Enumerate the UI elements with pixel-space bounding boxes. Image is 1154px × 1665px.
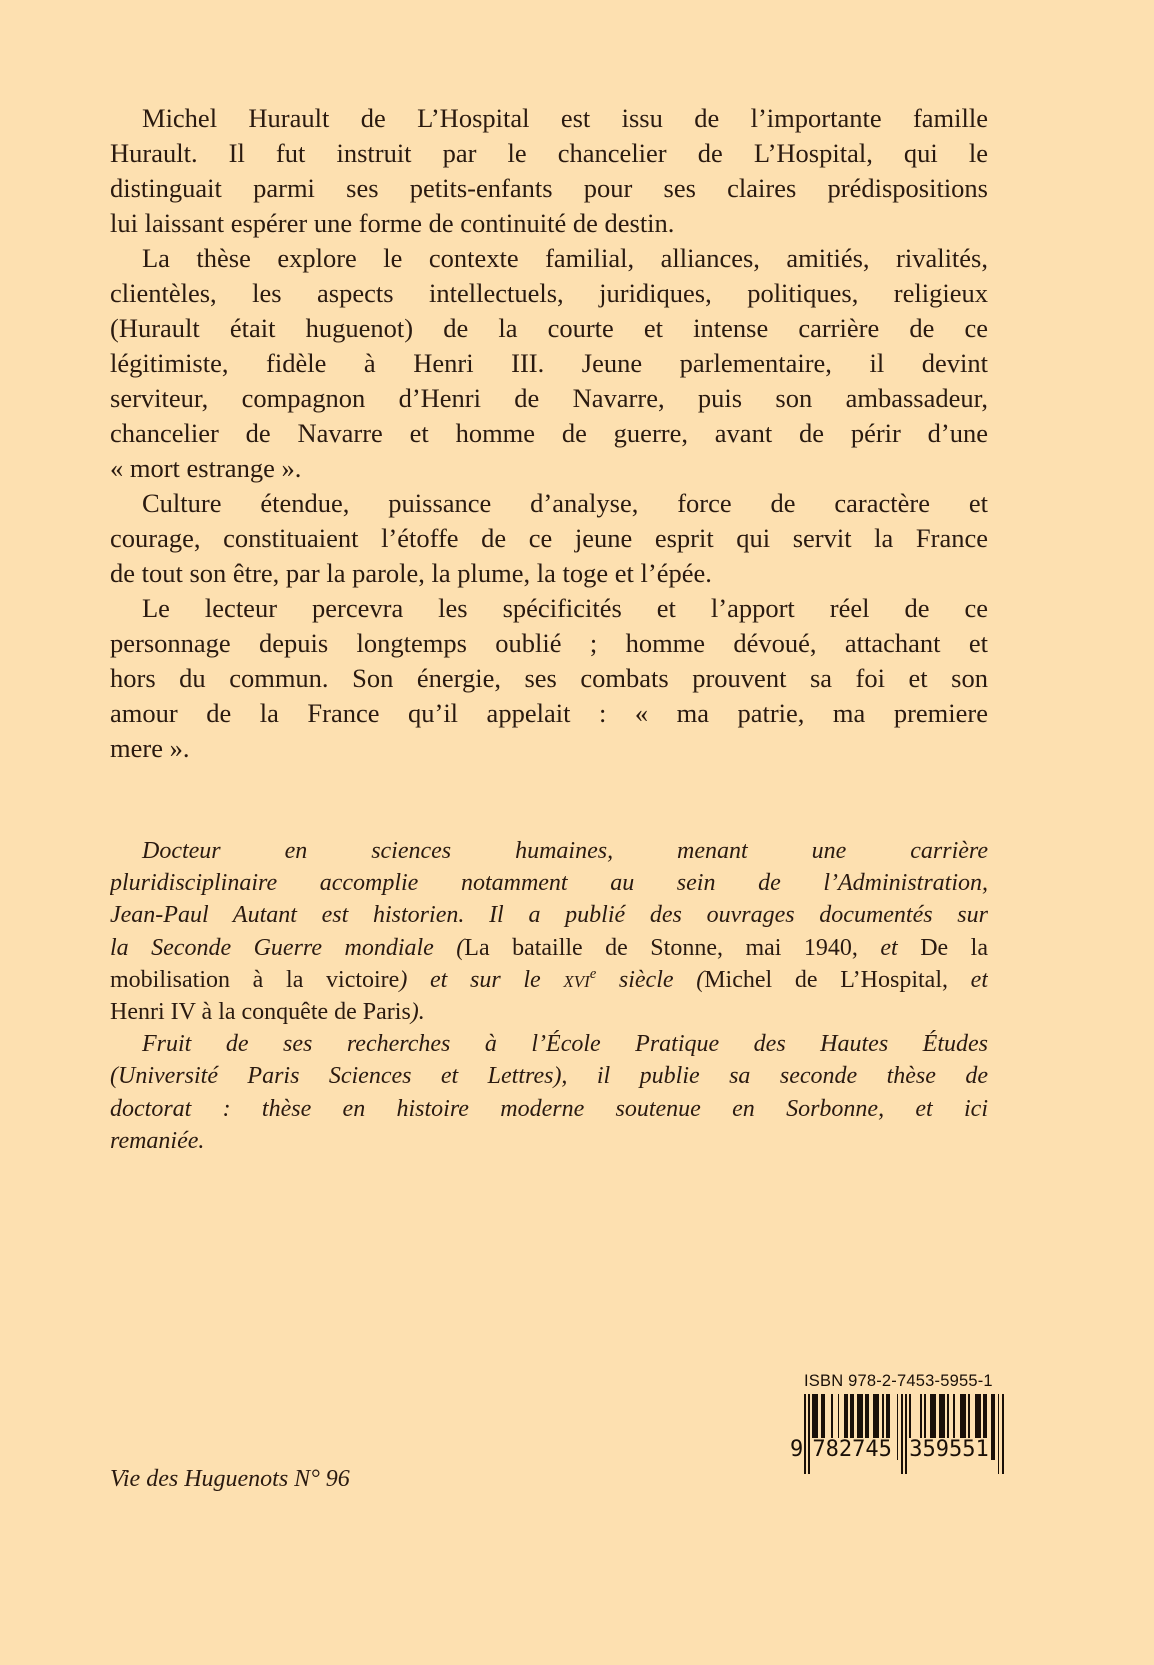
summary-line: (Hurault était huguenot) de la courte et intense carrière de ce xyxy=(110,313,988,343)
summary-line: Michel Hurault de L’Hospital est issu de l’importante famille xyxy=(142,103,988,133)
barcode-bar xyxy=(991,1394,995,1460)
book-title: La bataille de Stonne, mai 1940, xyxy=(464,934,858,961)
book-title: Michel de L’Hospital, xyxy=(704,966,948,993)
bio-line: pluridisciplinaire accomplie notamment au sein de l’Administration, xyxy=(110,870,988,897)
barcode-bar xyxy=(901,1394,903,1474)
summary-line: de tout son être, par la parole, la plume, la toge et l’épée. xyxy=(110,558,712,588)
bio-line: Jean-Paul Autant est historien. Il a publié des ouvrages documentés sur xyxy=(110,902,988,929)
century-numeral: xvi xyxy=(563,966,590,993)
bio-text: et xyxy=(947,966,988,993)
isbn-barcode xyxy=(790,1372,1010,1477)
summary-line: amour de la France qu’il appelait : « ma patrie, ma premiere xyxy=(110,698,988,728)
bio-line: Docteur en sciences humaines, menant une carrière xyxy=(142,838,988,864)
barcode-bar xyxy=(897,1394,899,1460)
summary-line: Hurault. Il fut instruit par le chancelier de L’Hospital, qui le xyxy=(110,138,988,168)
summary-line: personnage depuis longtemps oublié ; homme dévoué, attachant et xyxy=(110,628,988,658)
barcode-bar xyxy=(804,1394,806,1474)
barcode-digits-left: 782745 xyxy=(812,1437,892,1462)
barcode-bar xyxy=(1002,1394,1004,1474)
bio-line: (Université Paris Sciences et Lettres), il publie sa seconde thèse de xyxy=(110,1063,988,1090)
bio-line: doctorat : thèse en histoire moderne soutenue en Sorbonne, et ici xyxy=(110,1095,988,1122)
summary-line: légitimiste, fidèle à Henri III. Jeune parlementaire, il devint xyxy=(110,348,988,378)
book-title: Henri IV à la conquête de Paris xyxy=(110,998,411,1025)
author-biography xyxy=(110,835,988,1157)
summary-line: mere ». xyxy=(110,733,190,763)
isbn-label: ISBN 978-2-7453-5955-1 xyxy=(804,1372,993,1390)
barcode-bar xyxy=(808,1394,810,1474)
bio-line xyxy=(110,964,988,996)
bio-text: ) et sur le xyxy=(399,966,564,993)
century-superscript: e xyxy=(589,965,597,982)
bio-line xyxy=(110,932,988,964)
summary-line: « mort estrange ». xyxy=(110,453,302,483)
bio-text: et xyxy=(857,934,921,961)
summary-line: Culture étendue, puissance d’analyse, force de caractère et xyxy=(142,488,988,518)
bio-line: remaniée. xyxy=(110,1127,205,1154)
summary-line: courage, constituaient l’étoffe de ce jeune esprit qui servit la France xyxy=(110,523,988,553)
barcode-bar xyxy=(998,1394,1000,1474)
summary-line: La thèse explore le contexte familial, alliances, amitiés, rivalités, xyxy=(142,243,988,273)
barcode-bar xyxy=(905,1394,907,1474)
summary-line: chancelier de Navarre et homme de guerre, avant de périr d’une xyxy=(110,418,988,448)
summary-line: serviteur, compagnon d’Henri de Navarre, puis son ambassadeur, xyxy=(110,383,988,413)
bio-text: siècle ( xyxy=(596,966,705,993)
bio-text: ). xyxy=(410,998,425,1025)
book-title: De la xyxy=(920,934,988,961)
bio-line: Fruit de ses recherches à l’École Pratique des Hautes Études xyxy=(142,1031,988,1058)
summary-line: distinguait parmi ses petits-enfants pour ses claires prédispositions xyxy=(110,173,988,203)
barcode-bars xyxy=(804,1394,1004,1474)
summary-text xyxy=(110,101,988,766)
summary-line: clientèles, les aspects intellectuels, juridiques, politiques, religieux xyxy=(110,278,988,308)
barcode-digits-right: 359551 xyxy=(909,1437,989,1462)
bio-line xyxy=(110,996,988,1028)
barcode-digit-first: 9 xyxy=(790,1437,804,1462)
bio-text: la Seconde Guerre mondiale ( xyxy=(110,934,465,961)
book-title: mobilisation à la victoire xyxy=(110,966,400,993)
series-label: Vie des Huguenots N° 96 xyxy=(110,1466,350,1492)
summary-line: Le lecteur percevra les spécificités et l’apport réel de ce xyxy=(142,593,988,623)
summary-line: hors du commun. Son énergie, ses combats prouvent sa foi et son xyxy=(110,663,988,693)
summary-line: lui laissant espérer une forme de continuité de destin. xyxy=(110,208,675,238)
